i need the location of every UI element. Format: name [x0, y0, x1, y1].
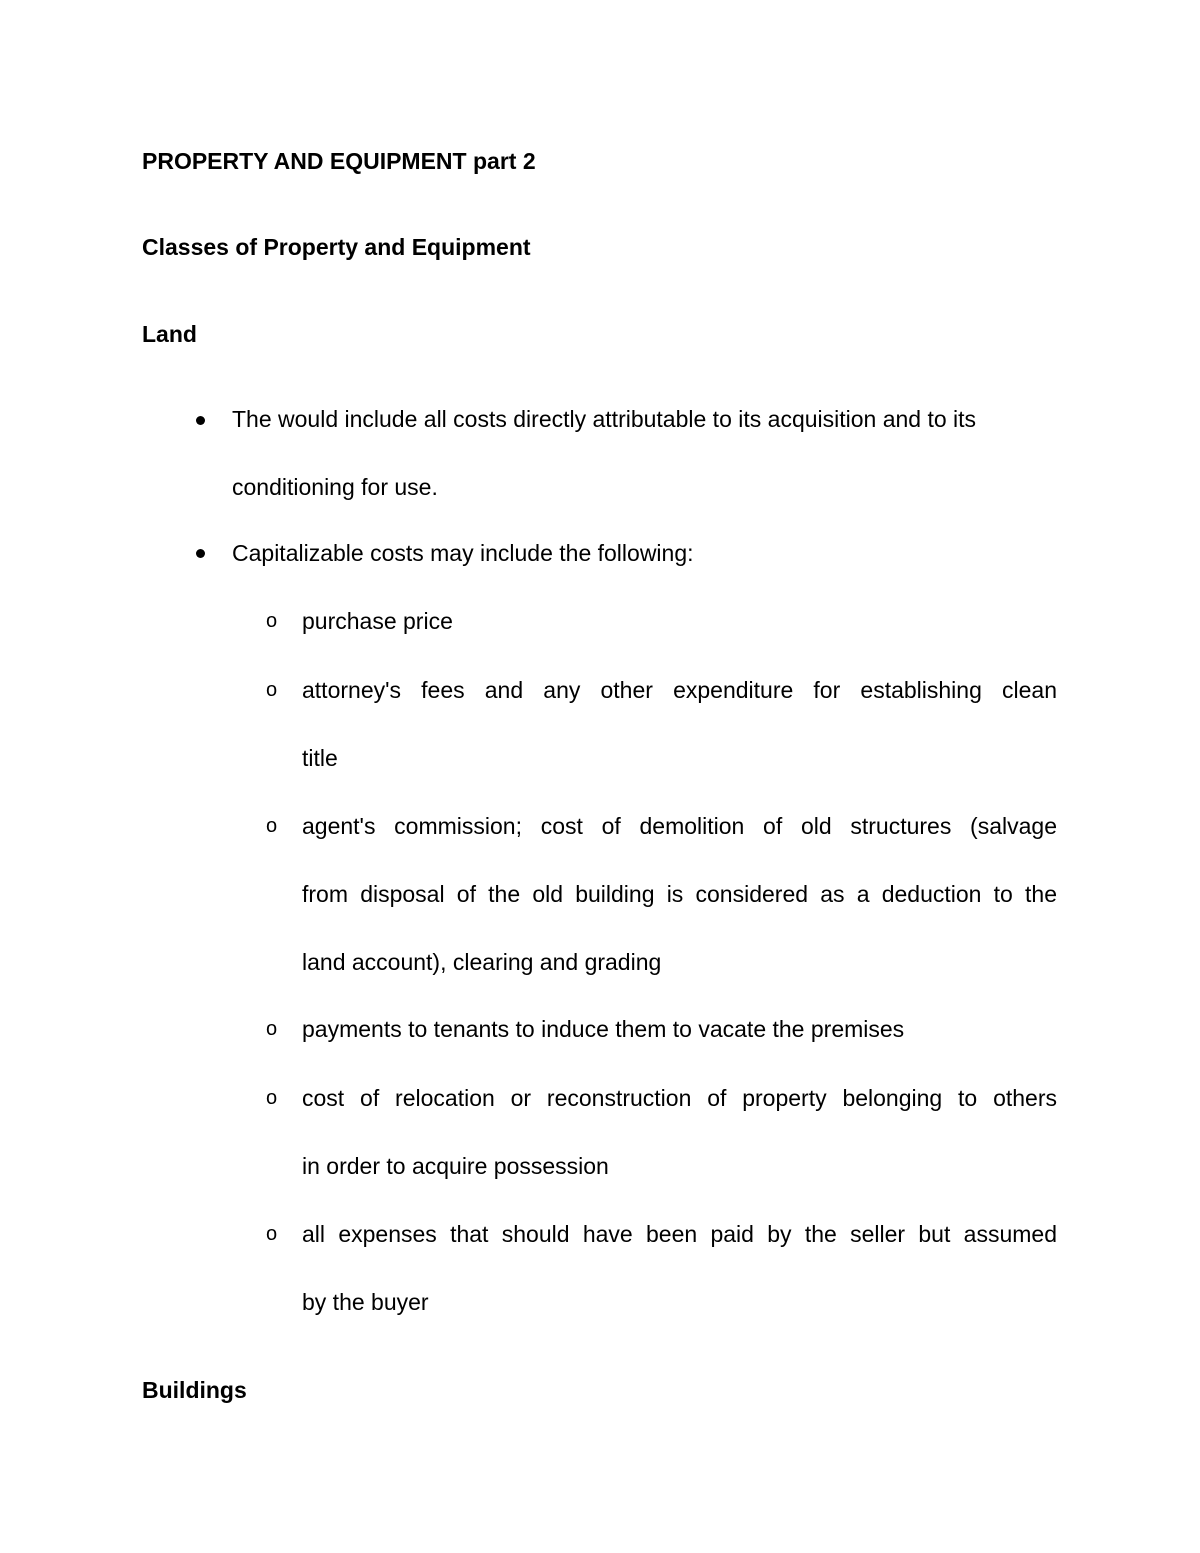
sub-bullet-marker: o: [266, 815, 278, 837]
sub-item-line: title: [302, 745, 338, 771]
section-heading: Classes of Property and Equipment: [142, 234, 531, 260]
sub-item-line: by the buyer: [302, 1289, 429, 1315]
sub-item-line: agent's commission; cost of demolition of old structures (salvage: [302, 813, 1057, 839]
land-heading: Land: [142, 321, 197, 347]
bullet-marker: [196, 549, 205, 558]
bullet-marker: [196, 416, 205, 425]
sub-item-line: cost of relocation or reconstruction of property belonging to others: [302, 1085, 1057, 1111]
sub-bullet-marker: o: [266, 1223, 278, 1245]
sub-bullet-marker: o: [266, 1018, 278, 1040]
bullet-line: The would include all costs directly attributable to its acquisition and to its: [232, 406, 977, 432]
sub-item-line: purchase price: [302, 608, 453, 634]
sub-item-line: all expenses that should have been paid by the seller but assumed: [302, 1221, 1057, 1247]
bullet-line: Capitalizable costs may include the following:: [232, 540, 694, 566]
sub-item-line: attorney's fees and any other expenditure for establishing clean: [302, 677, 1057, 703]
sub-item-line: land account), clearing and grading: [302, 949, 662, 975]
sub-bullet-marker: o: [266, 610, 278, 632]
sub-item-line: payments to tenants to induce them to vacate the premises: [302, 1016, 905, 1042]
sub-bullet-marker: o: [266, 679, 278, 701]
buildings-heading: Buildings: [142, 1377, 247, 1403]
sub-bullet-marker: o: [266, 1087, 278, 1109]
sub-item-line: in order to acquire possession: [302, 1153, 609, 1179]
document-title: PROPERTY AND EQUIPMENT part 2: [142, 148, 536, 174]
sub-item-line: from disposal of the old building is considered as a deduction to the: [302, 881, 1057, 907]
bullet-line: conditioning for use.: [232, 474, 438, 500]
